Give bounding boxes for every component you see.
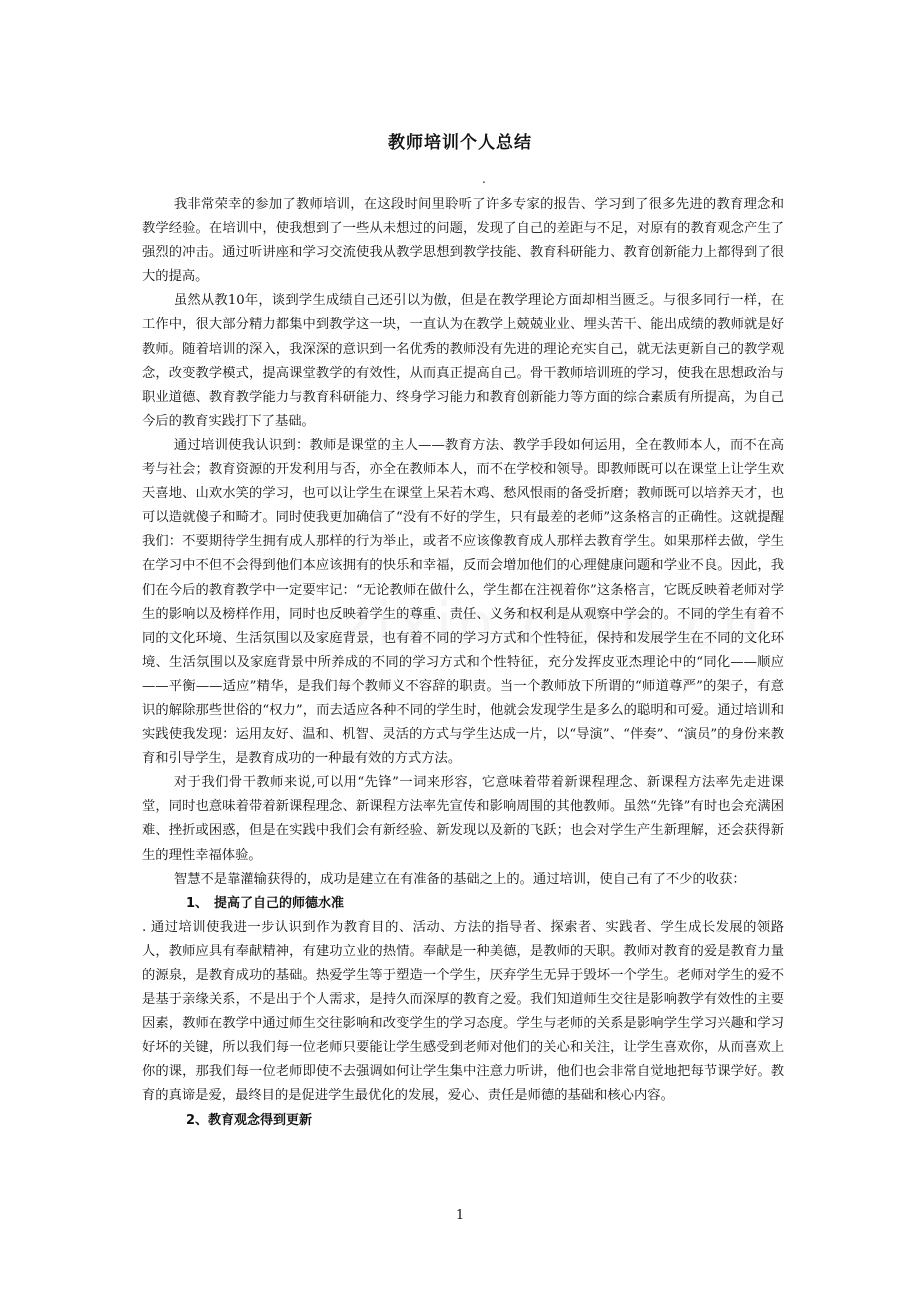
- paragraph-2: 虽然从教10年，谈到学生成绩自己还引以为傲，但是在教学理论方面却相当匮乏。与很多同行一样，在工作中，很大部分精力都集中到教学这一块，一直认为在教学上兢兢业业、埋头苦干、能出成绩的教师就是好教师。随着培训的深入，我深深的意识到一名优秀的教师没有先进的理论充实自己，就无法更新自己的教学观念，改变教学模式，提高课堂教学的有效性，从而真正提高自己。骨干教师培训班的学习，使我在思想政治与职业道德、教育教学能力与教育科研能力、终身学习能力和教育创新能力等方面的综合素质有所提高，为自己今后的教育实践打下了基础。: [142, 293, 784, 429]
- page-number: 1: [455, 1208, 465, 1223]
- paragraph-1: 我非常荣幸的参加了教师培训，在这段时间里聆听了许多专家的报告、学习到了很多先进的教育理念和教学经验。在培训中，使我想到了一些从未想过的问题，发现了自己的差距与不足，对原有的教育观念产生了强烈的冲击。通过听讲座和学习交流使我从教学思想到教学技能、教育科研能力、教育创新能力上都得到了很大的提高。: [142, 197, 784, 285]
- section-1-heading: [142, 892, 784, 916]
- section-1-number: 1、: [186, 895, 209, 911]
- document-title: 教师培训个人总结: [388, 133, 532, 153]
- section-1-title: 提高了自己的师德水准: [214, 895, 345, 911]
- paragraph-5: 智慧不是靠灌输获得的，成功是建立在有准备的基础之上的。通过培训，使自己有了不少的收获：: [173, 871, 746, 887]
- paragraph-4: 对于我们骨干教师来说,可以用“先锋”一词来形容，它意味着带着新课程理念、新课程方法率先走进课堂，同时也意味着带着新课程理念、新课程方法率先宣传和影响周围的其他教师。虽然“先锋”有时也会充满困难、挫折或困惑，但是在实践中我们会有新经验、新发现以及新的飞跃；也会对学生产生新理解，还会获得新生的理性幸福体验。: [142, 775, 784, 863]
- section-1-text: . 通过培训使我进一步认识到作为教育目的、活动、方法的指导者、探索者、实践者、学生成长发展的领路人，教师应具有奉献精神，有建功立业的热情。奉献是一种美德，是教师的天职。教师对教育的爱是教育力量的源泉，是教育成功的基础。热爱学生等于塑造一个学生，厌弃学生无异于毁坏一个学生。老师对学生的爱不是基于亲缘关系，不是出于个人需求，是持久而深厚的教育之爱。我们知道师生交往是影响教学有效性的主要因素，教师在教学中通过师生交往影响和改变学生的学习态度。学生与老师的关系是影响学生学习兴趣和学习好坏的关键，所以我们每一位老师只要能让学生感受到老师对他们的关心和关注，让学生喜欢你，从而喜欢上你的课，那我们每一位老师即使不去强调如何让学生集中注意力听讲，他们也会非常自觉地把每节课学好。教育的真谛是爱，最终目的是促进学生最优化的发展，爱心、责任是师德的基础和核心内容。: [142, 919, 784, 1104]
- section-2-heading: 2、教育观念得到更新: [186, 1112, 313, 1128]
- paragraph-3: 通过培训使我认识到：教师是课堂的主人——教育方法、教学手段如何运用，全在教师本人，而不在高考与社会；教育资源的开发利用与否，亦全在教师本人，而不在学校和领导。即教师既可以在课堂上让学生欢天喜地、山欢水笑的学习，也可以让学生在课堂上呆若木鸡、愁风恨雨的备受折磨；教师既可以培养天才，也可以造就傻子和畸才。同时使我更加确信了“没有不好的学生，只有最差的老师”这条格言的正确性。这就提醒我们：不要期待学生拥有成人那样的行为举止，或者不应该像教育成人那样去教育学生。如果那样去做，学生在学习中不但不会得到他们本应该拥有的快乐和幸福，反而会增加他们的心理健康问题和学业不良。因此，我们在今后的教育教学中一定要牢记：“无论教师在做什么，学生都在注视着你”这条格言，它既反映着老师对学生的影响以及榜样作用，同时也反映着学生的尊重、责任、义务和权利是从观察中学会的。不同的学生有着不同的文化环境、生活氛围以及家庭背景，也有着不同的学习方式和个性特征，保持和发展学生在不同的文化环境、生活氛围以及家庭背景中所养成的不同的学习方式和个性特征，充分发挥皮亚杰理论中的“同化——顺应——平衡——适应”精华，是我们每个教师义不容辞的职责。当一个教师放下所谓的“师道尊严”的架子，有意识的解除那些世俗的“权力”，而去适应各种不同的学生时，他就会发现学生是多么的聪明和可爱。通过培训和实践使我发现：运用友好、温和、机智、灵活的方式与学生达成一片，以“导演”、“伴奏”、“演员”的身份来教育和引导学生，是教育成功的一种最有效的方式方法。: [142, 437, 784, 767]
- document-body: [142, 193, 784, 1133]
- title-dot: .: [482, 172, 486, 186]
